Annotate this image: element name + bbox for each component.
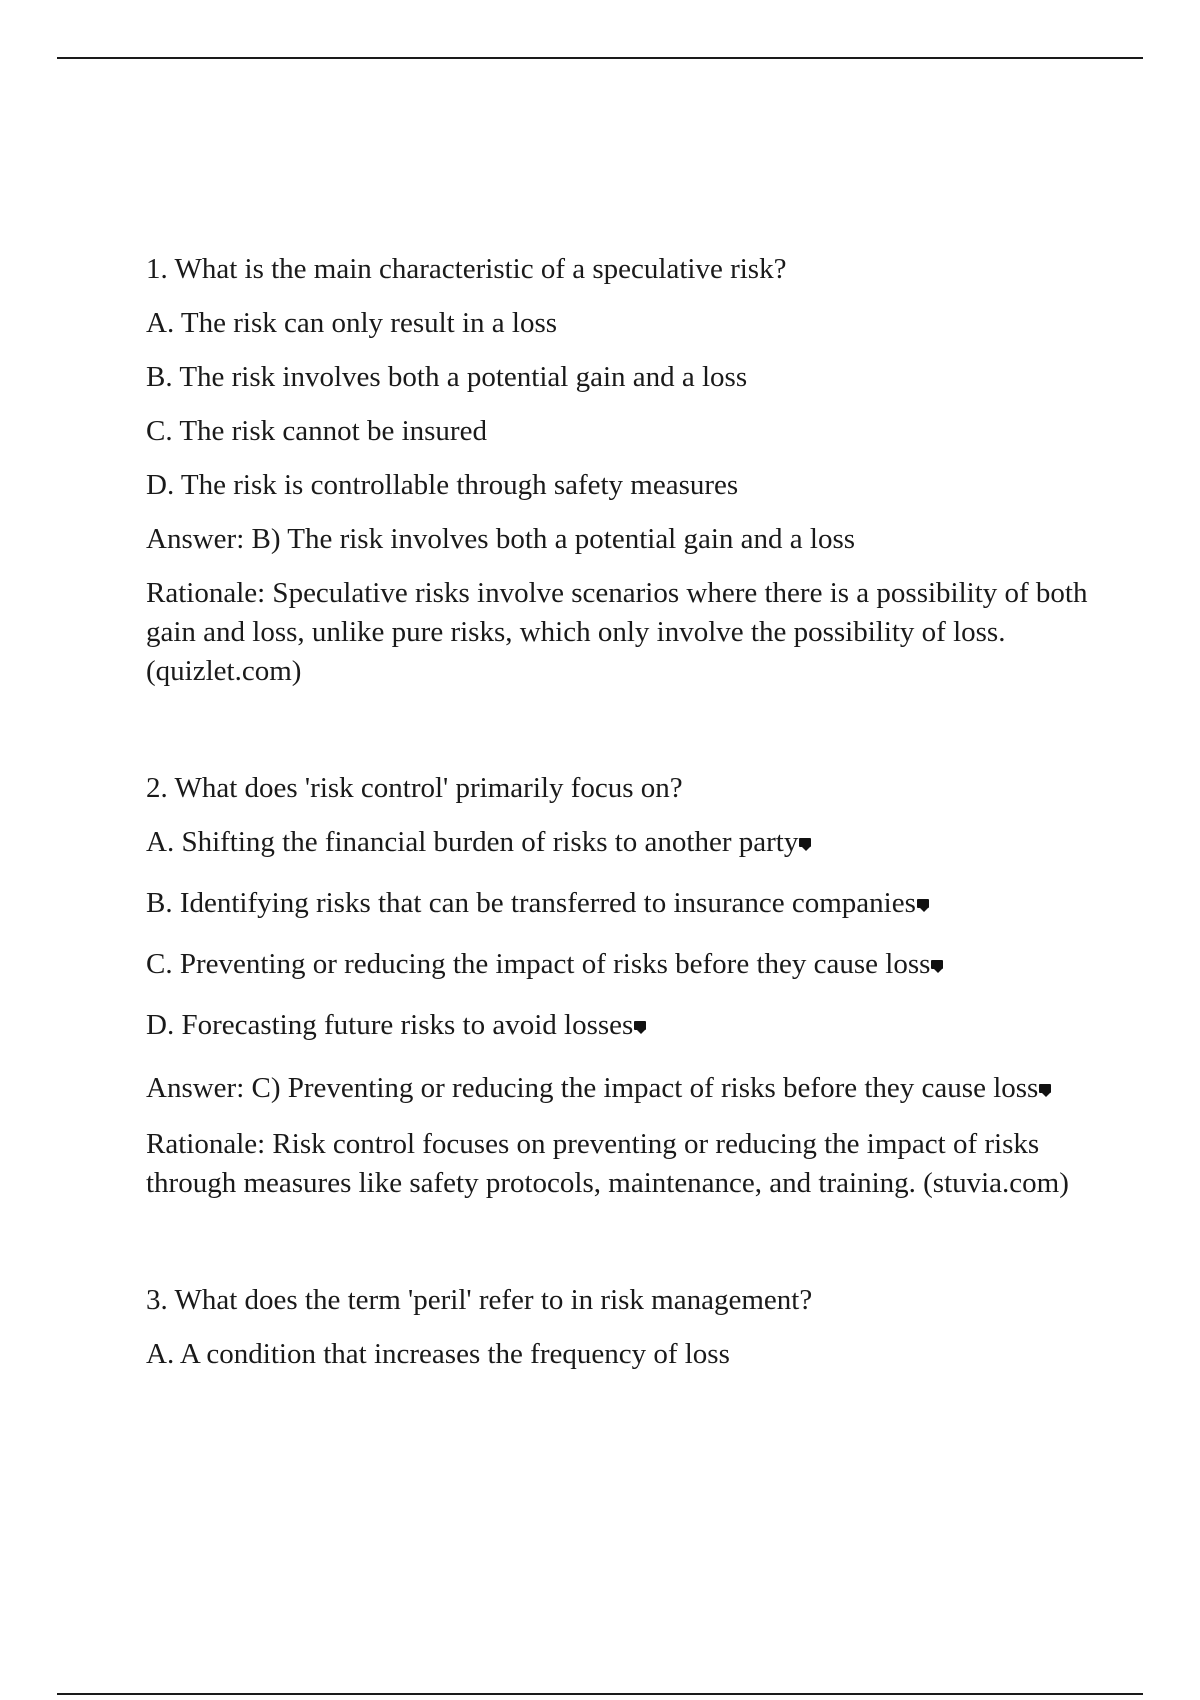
comment-marker-icon bbox=[917, 899, 929, 908]
option-b-text: B. Identifying risks that can be transferred to insurance companies bbox=[146, 887, 916, 919]
document-body bbox=[146, 250, 1106, 1389]
option-b bbox=[146, 884, 1106, 923]
top-rule bbox=[57, 57, 1143, 59]
answer-text: Answer: B) The risk involves both a potential gain and a loss bbox=[146, 523, 856, 555]
option-a: A. A condition that increases the frequency of loss bbox=[146, 1338, 730, 1370]
option-a-text: A. Shifting the financial burden of risks to another party bbox=[146, 826, 799, 858]
option-a bbox=[146, 823, 1106, 862]
question-block-2 bbox=[146, 769, 1106, 1203]
rationale-text: Rationale: Risk control focuses on preventing or reducing the impact of risks through measures like safety protocols, maintenance, and training. (stuvia.com) bbox=[146, 1128, 1069, 1199]
answer-text bbox=[146, 1067, 1106, 1110]
bottom-rule bbox=[57, 1693, 1143, 1695]
question-text: 2. What does 'risk control' primarily focus on? bbox=[146, 772, 683, 804]
option-c bbox=[146, 945, 1106, 984]
option-a: A. The risk can only result in a loss bbox=[146, 307, 558, 339]
question-block-1 bbox=[146, 250, 1106, 691]
option-c: C. The risk cannot be insured bbox=[146, 415, 487, 447]
comment-marker-icon bbox=[931, 960, 943, 969]
question-block-3 bbox=[146, 1281, 1106, 1374]
comment-marker-icon bbox=[1039, 1084, 1051, 1093]
question-text: 1. What is the main characteristic of a speculative risk? bbox=[146, 253, 787, 285]
comment-marker-icon bbox=[799, 838, 811, 847]
option-d: D. The risk is controllable through safety measures bbox=[146, 469, 739, 501]
option-b: B. The risk involves both a potential gain and a loss bbox=[146, 361, 748, 393]
option-d-text: D. Forecasting future risks to avoid losses bbox=[146, 1009, 634, 1041]
question-text: 3. What does the term 'peril' refer to in risk management? bbox=[146, 1284, 813, 1316]
comment-marker-icon bbox=[634, 1021, 646, 1030]
option-c-text: C. Preventing or reducing the impact of risks before they cause loss bbox=[146, 948, 931, 980]
answer-text-content: Answer: C) Preventing or reducing the impact of risks before they cause loss bbox=[146, 1072, 1039, 1104]
option-d bbox=[146, 1006, 1106, 1045]
rationale-text: Rationale: Speculative risks involve scenarios where there is a possibility of both gain and loss, unlike pure risks, which only involve the possibility of loss. (quizlet.com) bbox=[146, 577, 1088, 687]
